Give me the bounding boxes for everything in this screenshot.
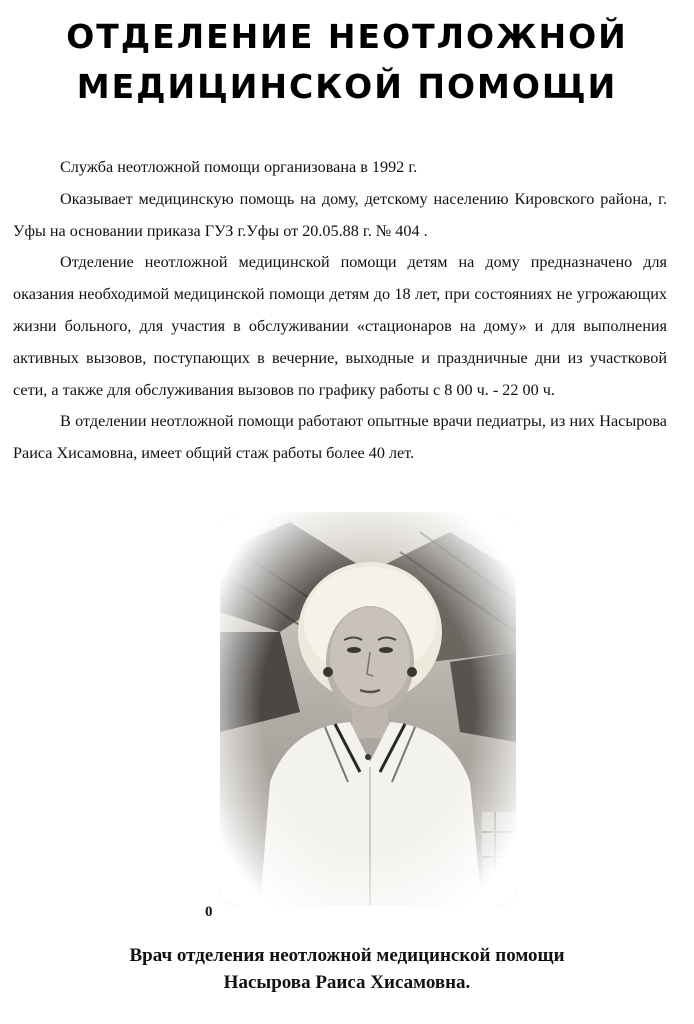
page-title-line-1: ОТДЕЛЕНИЕ НЕОТЛОЖНОЙ xyxy=(66,17,628,56)
paragraph-staff: В отделении неотложной помощи работают опытные врачи педиатры, из них Насырова Раиса Хисамовна, имеет общий стаж работы более 40 лет. xyxy=(13,412,667,463)
doctor-photo xyxy=(220,512,516,906)
page-title xyxy=(0,12,694,112)
paragraph-service: Оказывает медицинскую помощь на дому, детскому населению Кировского района, г. Уфы на основании приказа ГУЗ г.Уфы от 20.05.88 г. № 404 . xyxy=(13,189,667,240)
photo-caption xyxy=(0,942,694,996)
caption-line-2: Насырова Раиса Хисамовна. xyxy=(223,972,471,993)
caption-line-1: Врач отделения неотложной медицинской помощи xyxy=(129,945,565,966)
paragraph-founded: Служба неотложной помощи организована в 1992 г. xyxy=(60,158,418,176)
body-text xyxy=(13,152,667,470)
paragraph-purpose: Отделение неотложной медицинской помощи детям на дому предназначено для оказания необходимой медицинской помощи детям до 18 лет, при состояниях не угрожающих жизни больного, для участия в обслуживании «стационаров на дому» и для выполнения активных вызовов, поступающих в вечерние, выходные и праздничные дни из участковой сети, а также для обслуживания вызовов по графику работы с 8 00 ч. - 22 00 ч. xyxy=(13,253,667,399)
page-title-line-2: МЕДИЦИНСКОЙ ПОМОЩИ xyxy=(76,67,618,106)
photo-marker: 0 xyxy=(205,904,213,920)
doctor-portrait-image xyxy=(220,512,516,906)
